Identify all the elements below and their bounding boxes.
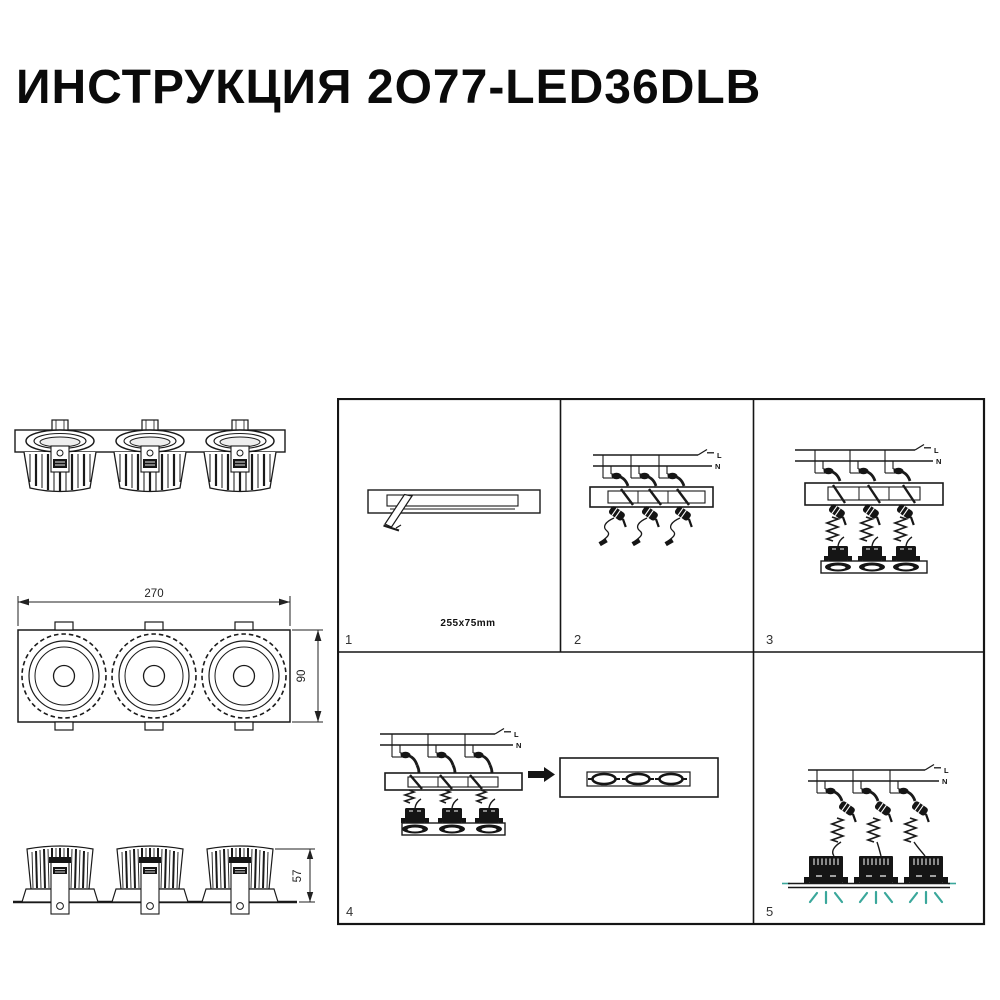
dim-height-label: 57 [292, 869, 304, 883]
step-number-1: 1 [345, 632, 353, 647]
heatsink-unit [22, 846, 98, 914]
installation-steps-grid [337, 398, 986, 926]
wire-label-neutral: N [942, 777, 948, 786]
wire-label-neutral: N [516, 741, 522, 750]
plan-view-drawing [5, 576, 330, 748]
step-number-2: 2 [574, 632, 582, 647]
dim-width-label: 270 [144, 588, 164, 600]
wire-label-live: L [717, 451, 722, 460]
cutout-size-label: 255x75mm [440, 618, 496, 629]
step-number-5: 5 [766, 904, 774, 919]
heatsink-unit [202, 846, 278, 914]
wire-label-live: L [944, 766, 949, 775]
side-view-drawing [5, 830, 330, 942]
installed-bottom-view [588, 774, 687, 784]
step-number-4: 4 [346, 904, 354, 919]
page-title: ИНСТРУКЦИЯ 2O77-LED36DLB [16, 61, 762, 114]
heatsink-unit [112, 846, 188, 914]
wire-label-live: L [514, 730, 519, 739]
wire-label-neutral: N [715, 462, 721, 471]
dim-depth-label: 90 [296, 669, 308, 683]
wire-label-live: L [934, 446, 939, 455]
step-number-3: 3 [766, 632, 774, 647]
wire-label-neutral: N [936, 457, 942, 466]
trim-openings [402, 825, 502, 834]
perspective-view-drawing [5, 396, 305, 544]
trim-openings [825, 563, 919, 572]
downlight-modules [804, 856, 948, 883]
